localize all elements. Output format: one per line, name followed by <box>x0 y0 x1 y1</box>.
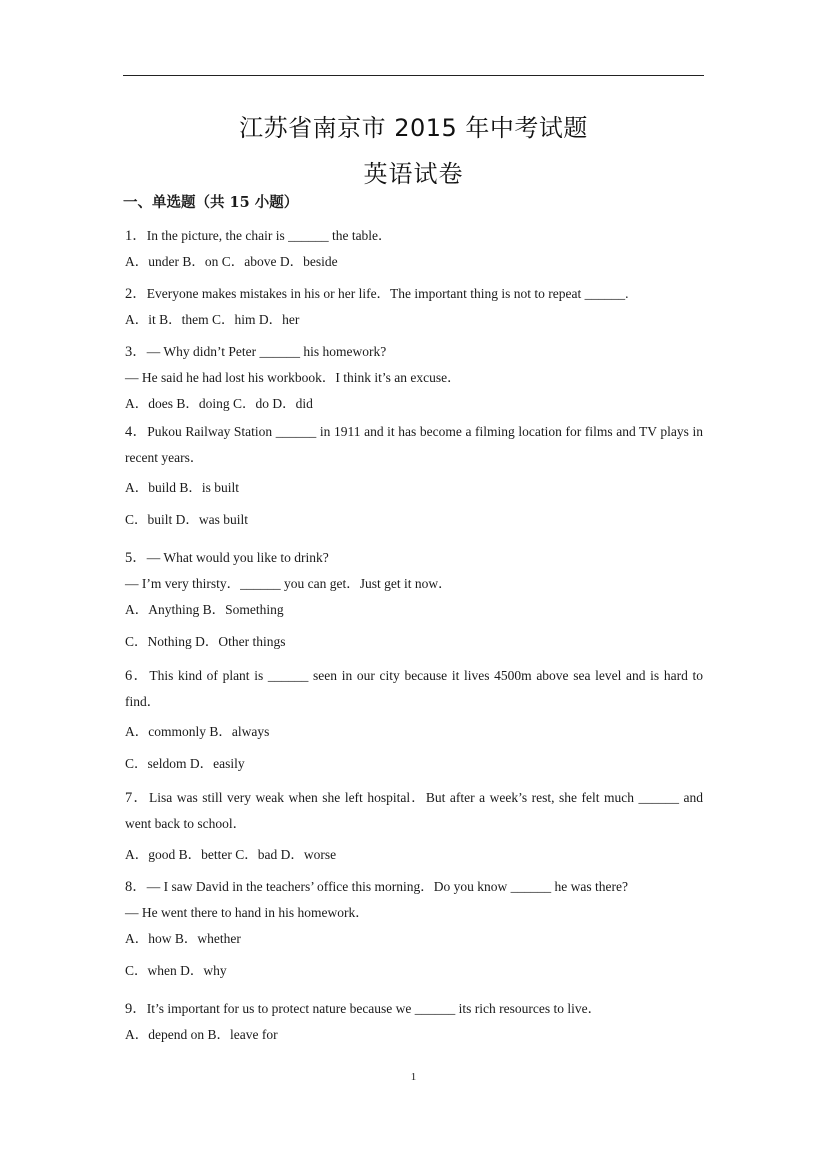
question-4-options-line-2: C．built D．was built <box>125 512 249 527</box>
header-rule <box>123 75 704 76</box>
question-3-options: A．does B．doing C．do D．did <box>125 396 313 411</box>
question-text: In the picture, the chair is ______ the table． <box>146 228 392 243</box>
question-8-options-line-2: C．when D．why <box>125 963 227 978</box>
question-2-options: A．it B．them C．him D．her <box>125 312 300 327</box>
question-text: Pukou Railway Station ______ in 1911 and it has become a filming location for films and TV plays in recent years． <box>125 424 704 465</box>
question-5-options-line-2: C．Nothing D．Other things <box>125 634 286 649</box>
question-7 <box>125 785 703 837</box>
question-number: 3． <box>125 344 147 360</box>
question-number: 9． <box>125 1001 147 1017</box>
question-1-options: A．under B．on C．above D．beside <box>125 254 338 269</box>
question-8 <box>125 875 628 896</box>
question-4-options-line-1: A．build B．is built <box>125 480 240 495</box>
question-text: Lisa was still very weak when she left hospital．But after a week’s rest, she felt much ______ and went back to school． <box>125 790 703 831</box>
document-subtitle: 英语试卷 <box>363 160 464 188</box>
question-3 <box>125 340 386 361</box>
question-7-options: A．good B．better C．bad D．worse <box>125 847 337 862</box>
question-text: — What would you like to drink? <box>146 550 329 565</box>
question-6 <box>125 663 703 715</box>
question-5-text-line-2: — I’m very thirsty．______ you can get．Just get it now． <box>125 576 452 591</box>
question-number: 2． <box>125 286 147 302</box>
question-4 <box>125 419 703 471</box>
question-number: 1． <box>125 228 147 244</box>
question-9-options: A．depend on B．leave for <box>125 1027 278 1042</box>
question-number: 5． <box>125 550 147 566</box>
question-text: This kind of plant is ______ seen in our city because it lives 4500m above sea level and is hard to find． <box>125 668 703 709</box>
question-2 <box>125 282 629 303</box>
question-8-text-line-2: — He went there to hand in his homework． <box>125 905 369 920</box>
question-6-options-line-1: A．commonly B．always <box>125 724 270 739</box>
question-9 <box>125 997 601 1018</box>
question-3-text-line-2: — He said he had lost his workbook．I think it’s an excuse． <box>125 370 461 385</box>
question-number: 4． <box>125 424 148 440</box>
question-number: 7． <box>125 790 150 806</box>
question-text: Everyone makes mistakes in his or her life．The important thing is not to repeat ______. <box>146 286 629 301</box>
question-number: 8． <box>125 879 147 895</box>
question-text: — I saw David in the teachers’ office this morning．Do you know ______ he was there? <box>146 879 629 894</box>
question-number: 6． <box>125 668 150 684</box>
page-number: 1 <box>410 1071 417 1083</box>
question-8-options-line-1: A．how B．whether <box>125 931 241 946</box>
question-5 <box>125 546 329 567</box>
document-title: 江苏省南京市 2015 年中考试题 <box>239 114 588 142</box>
question-1 <box>125 224 392 245</box>
section-heading: 一、单选题（共 15 小题） <box>123 194 299 211</box>
question-text: — Why didn’t Peter ______ his homework? <box>146 344 387 359</box>
question-text: It’s important for us to protect nature because we ______ its rich resources to live． <box>146 1001 602 1016</box>
question-6-options-line-2: C．seldom D．easily <box>125 756 245 771</box>
question-5-options-line-1: A．Anything B．Something <box>125 602 284 617</box>
